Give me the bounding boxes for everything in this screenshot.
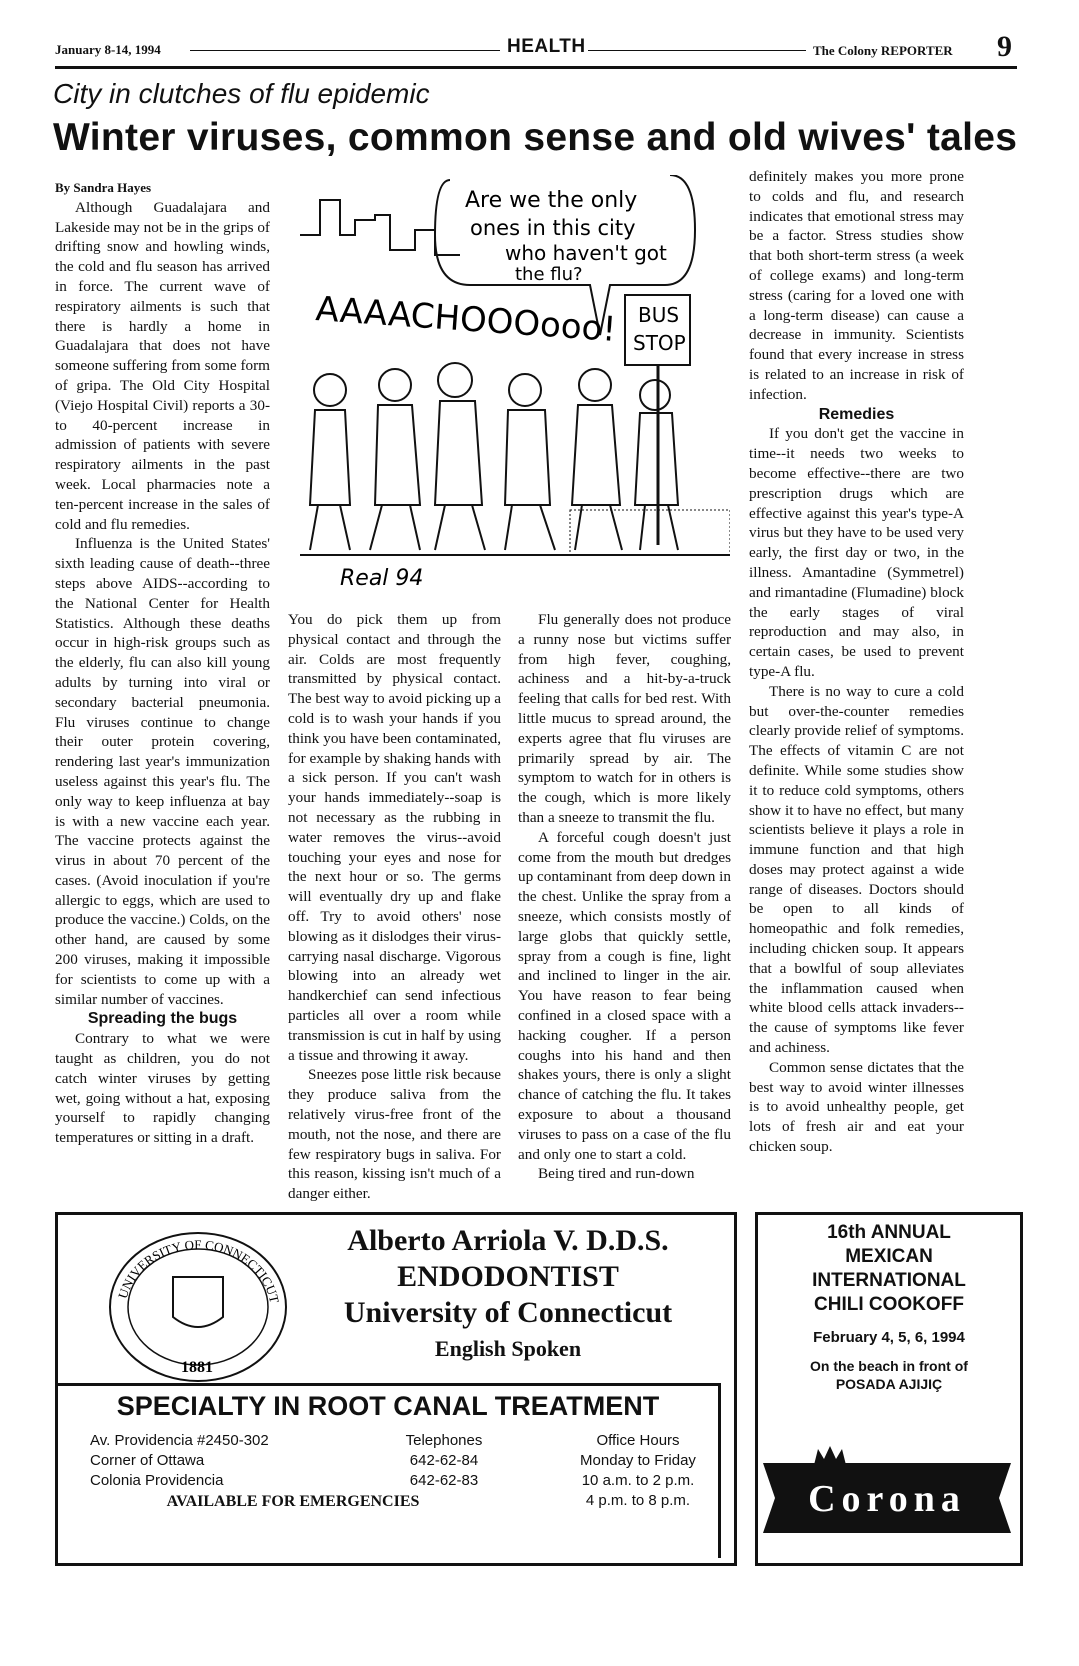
article-headline: Winter viruses, common sense and old wives' tales — [53, 116, 1018, 159]
hours-line: 10 a.m. to 2 p.m. — [581, 1472, 695, 1489]
article-kicker: City in clutches of flu epidemic — [53, 78, 430, 109]
ad-specialty: SPECIALTY IN ROOT CANAL TREATMENT — [116, 1391, 660, 1421]
header-rule-left — [190, 50, 500, 51]
address-line: Corner of Ottawa — [90, 1452, 205, 1469]
cartoon-illustration — [300, 175, 730, 610]
article-column-3 — [518, 610, 731, 1184]
section-name: HEALTH — [507, 36, 586, 57]
cookoff-title — [758, 1221, 1020, 1317]
address-line: Av. Providencia #2450-302 — [90, 1432, 269, 1449]
hours-line: Monday to Friday — [580, 1452, 696, 1469]
cookoff-dates: February 4, 5, 6, 1994 — [813, 1329, 965, 1346]
paragraph: Common sense dictates that the best way to avoid winter illnesses is to avoid unhealthy people, get lots of fresh air and eat your chicken soup. — [749, 1058, 964, 1156]
dentist-school: University of Connecticut — [343, 1296, 673, 1329]
ad-address — [90, 1431, 269, 1491]
speech-line: the flu? — [515, 264, 583, 285]
paragraph: A forceful cough doesn't just come from the mouth but dredges up contaminant from deep down in the chest. Unlike the spray from a sneeze, which consists mostly of large globs that quickly settle, spray from a cough is fine, light and inclined to linger in the air. You have reason to fear being confined in a closed space with a hacking cougher. If a person coughs into his hand and then shakes yours, there is only a slight chance of catching the flu. It takes exposure to about a thousand viruses to pass on a case of the flu and only one to start a cold. — [518, 828, 731, 1163]
subhead-spreading: Spreading the bugs — [87, 1010, 238, 1028]
paragraph: Flu generally does not produce a runny nose but victims suffer from high fever, coughing, achiness and a hit-by-a-truck feeling that calls for bed rest. With little mucus to spread around, the experts agree that flu viruses are primarily spread by air. The symptom to watch for in others is the cough, which is more likely than a sneeze to transmit the flu. — [518, 611, 731, 826]
seal-text: UNIVERSITY OF CONNECTICUT — [114, 1236, 283, 1305]
title-line: MEXICAN — [845, 1246, 933, 1267]
header-rule-right — [588, 50, 806, 51]
speech-line: ones in this city — [470, 216, 636, 240]
dentist-info — [298, 1223, 718, 1367]
phone-number: 642-62-84 — [409, 1452, 479, 1469]
page-number: 9 — [997, 30, 1012, 63]
university-seal — [103, 1227, 293, 1387]
paragraph: If you don't get the vaccine in time--it needs two weeks to become effective--there are two prescription drugs which are effective against this year's type-A virus but they have to be used very early, the first day or two, in the illness. Amantadine (Symmetrel) and rimantadine (Flumadine) block the early stages of viral reproduction and may also, in certain cases, be used to prevent type-A flu. — [749, 425, 964, 680]
article-column-4 — [749, 167, 964, 1157]
paragraph: You do pick them up from physical contact and through the air. Colds are most frequently transmitted by physical contact. The best way to avoid picking up a cold is to wash your hands if you think you have been contaminated, for example by shaking hands with a sick person. If you can't wash your hands immediately--soap is not necessary as the rubbing in water removes the virus--avoid touching your eyes and nose for the next hour or so. The germs will eventually dry up and flake off. Try to avoid others' nose blowing as it dislodges their virus-carrying nasal discharge. Vigorous blowing into an already wet handkerchief can send infectious particles all over a room while transmission is cut in half by using a tissue and throwing it away. — [288, 611, 502, 1064]
ad-emergency: AVAILABLE FOR EMERGENCIES — [166, 1493, 420, 1510]
dentist-language: English Spoken — [434, 1336, 582, 1361]
paragraph: There is no way to cure a cold but over-the-counter remedies clearly provide relief of symptoms. The effects of vitamin C are not definite. While some studies show it to reduce cold symptoms, others show it to have no effect, but many scientists believe it plays a role in immune function and that high doses may protect against a wide range of diseases. Doctors should be open to all kinds of homeopathic and folk remedies, including chicken soup. It appears that a bowlful of soup alleviates the inflammation caused when white blood cells attack invaders--the cause of symptoms like fever and achiness. — [749, 682, 964, 1057]
chili-cookoff-advertisement — [755, 1212, 1023, 1566]
dentist-advertisement — [55, 1212, 737, 1566]
paragraph: Being tired and run-down — [538, 1165, 695, 1183]
hours-line: 4 p.m. to 8 p.m. — [585, 1492, 691, 1509]
cookoff-venue — [758, 1357, 1020, 1393]
ad-hours — [558, 1431, 718, 1511]
venue-line: POSADA AJIJIÇ — [835, 1376, 943, 1392]
cartoonist-signature: Real 94 — [340, 566, 424, 591]
svg-text:UNIVERSITY OF CONNECTICUT — [115, 1237, 282, 1304]
hours-label: Office Hours — [596, 1432, 680, 1449]
seal-year: 1881 — [181, 1359, 213, 1376]
paper-name: The Colony REPORTER — [813, 43, 953, 58]
speech-line: Are we the only — [465, 188, 638, 213]
byline: By Sandra Hayes — [55, 180, 152, 195]
sneeze-text: AAAACHOOOooo! — [314, 289, 618, 350]
sign-line: STOP — [633, 331, 686, 355]
paragraph: Contrary to what we were taught as children, you do not catch winter viruses by getting wet, going without a hat, exposing yourself to rapidly changing temperatures or sitting in a draft. — [55, 1030, 270, 1147]
article-column-2 — [288, 610, 501, 1204]
title-line: INTERNATIONAL — [812, 1270, 966, 1291]
flu-cartoon — [300, 175, 730, 610]
corona-logo — [763, 1463, 1011, 1533]
dentist-title: ENDODONTIST — [397, 1260, 619, 1293]
header-divider — [55, 66, 1017, 69]
brand-name: Corona — [808, 1478, 966, 1520]
article-column-1 — [55, 178, 270, 1148]
paragraph: Although Guadalajara and Lakeside may not be in the grips of drifting snow and howling winds, the cold and flu season has arrived in force. The current wave of respiratory ailments is such that there is hardly a home in Guadalajara that does not have someone suffering from some form of gripa. The Old City Hospital (Viejo Hospital Civil) reports a 30- to 40-percent increase in admission of patients with severe respiratory ailments in the past week. Local pharmacies note a ten-percent increase in the sales of cold and flu remedies. — [55, 198, 270, 533]
page-header — [55, 30, 1017, 63]
title-line: 16th ANNUAL — [827, 1222, 951, 1243]
sign-line: BUS — [638, 303, 680, 327]
venue-line: On the beach in front of — [810, 1358, 968, 1374]
phone-number: 642-62-83 — [409, 1472, 479, 1489]
phones-label: Telephones — [405, 1432, 483, 1449]
ad-phones — [384, 1431, 504, 1491]
paragraph: Influenza is the United States' sixth leading cause of death--three steps above AIDS--according to the National Center for Health Statistics. Although these deaths occur in high-risk groups such as the elderly, flu can also kill young adults by turning into viral or secondary bacterial pneumonia. Flu viruses continue to change their outer protein covering, rendering last year's immunization useless against this year's flu. The only way to keep influenza at bay is with a new vaccine each year. The vaccine protects against the virus in about 70 percent of the cases. (Avoid inoculation if you're allergic to eggs, which are used to produce the vaccine.) Colds, on the other hand, are caused by some 200 viruses, making it impossible for scientists to come up with a similar number of vaccines. — [55, 535, 270, 1008]
paragraph: definitely makes you more prone to colds and flu, and research indicates that emotional stress may be a factor. Stress studies show that both short-term stress (a week of college exams) and long-term stress (caring for a loved one with a long-term disease) can cause a decrease in immunity. Scientists found that every increase in stress is related to an increase in risk of infection. — [749, 168, 964, 403]
dentist-name: Alberto Arriola V. D.D.S. — [347, 1224, 669, 1257]
subhead-remedies: Remedies — [818, 405, 895, 423]
paragraph: Sneezes pose little risk because they produce saliva from the relatively virus-free front of the mouth, not the nose, and there are few respiratory bugs in saliva. For this reason, kissing isn't much of a danger either. — [288, 1066, 501, 1203]
address-line: Colonia Providencia — [90, 1472, 224, 1489]
speech-line: who haven't got — [505, 241, 667, 265]
issue-date: January 8-14, 1994 — [55, 42, 161, 57]
title-line: CHILI COOKOFF — [814, 1294, 964, 1315]
